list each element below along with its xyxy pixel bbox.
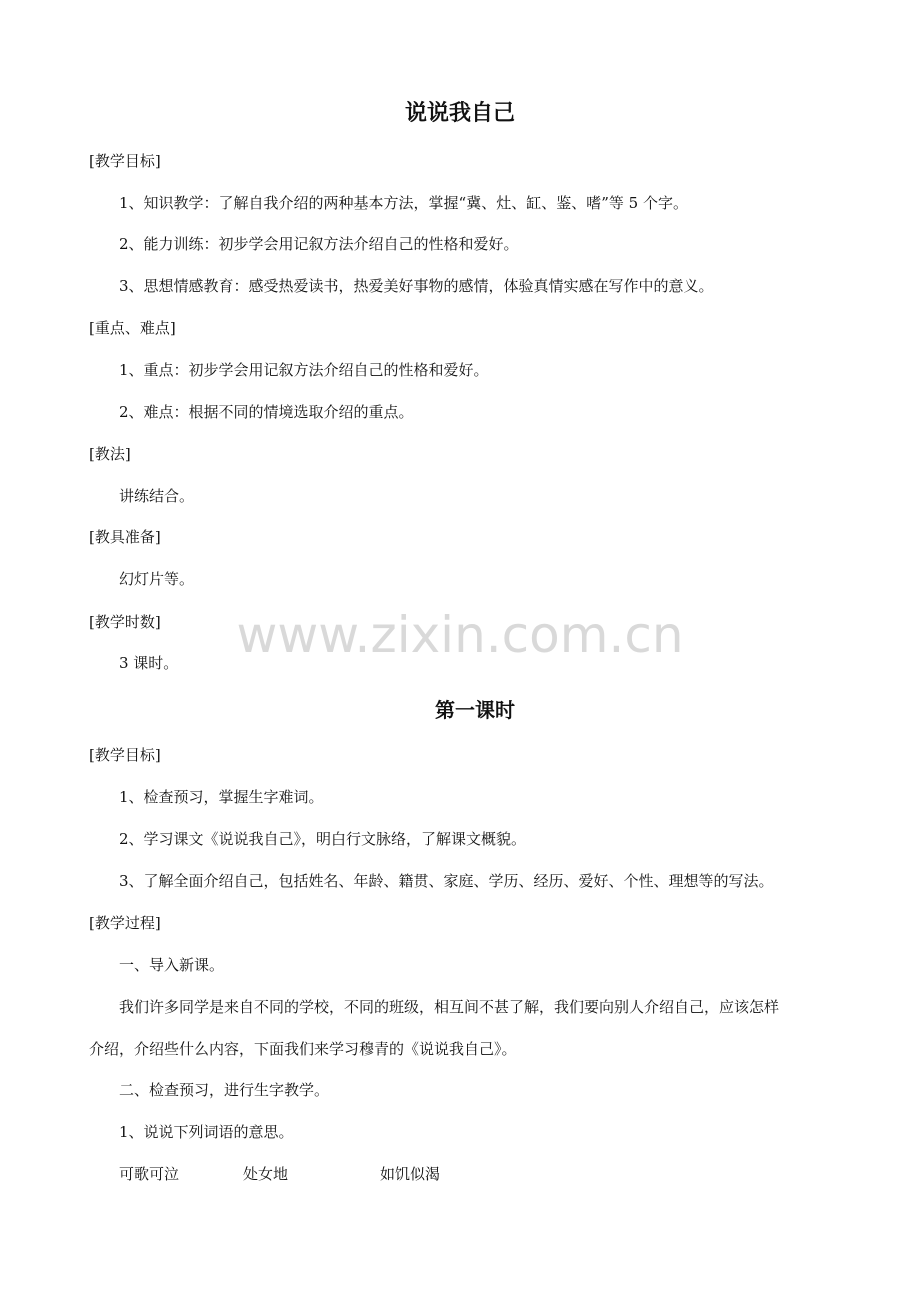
lesson-objective-item: 3、了解全面介绍自己，包括姓名、年龄、籍贯、家庭、学历、经历、爱好、个性、理想等的写法。	[119, 872, 774, 890]
lesson-objective-item: 1、检查预习，掌握生字难词。	[119, 788, 324, 806]
hours-text: 3 课时。	[119, 654, 179, 672]
objective-item: 2、能力训练：初步学会用记叙方法介绍自己的性格和爱好。	[119, 235, 519, 253]
section-heading-process: [教学过程]	[89, 914, 161, 932]
materials-text: 幻灯片等。	[119, 570, 195, 588]
vocab-word: 可歌可泣	[119, 1165, 180, 1183]
section-heading-materials: [教具准备]	[89, 528, 161, 546]
vocab-word: 处女地	[243, 1165, 289, 1183]
section-heading-lesson-objectives: [教学目标]	[89, 746, 161, 764]
paragraph-line: 我们许多同学是来自不同的学校，不同的班级，相互间不甚了解，我们要向别人介绍自己，应该怎样	[119, 998, 780, 1016]
method-text: 讲练结合。	[119, 487, 195, 505]
process-substep: 1、说说下列词语的意思。	[119, 1123, 294, 1141]
lesson-title: 第一课时	[435, 698, 515, 722]
section-heading-hours: [教学时数]	[89, 613, 161, 631]
lesson-objective-item: 2、学习课文《说说我自己》，明白行文脉络，了解课文概貌。	[119, 830, 527, 848]
section-heading-objectives: [教学目标]	[89, 152, 161, 170]
section-heading-method: [教法]	[89, 445, 131, 463]
objective-item: 3、思想情感教育：感受热爱读书，热爱美好事物的感情，体验真情实感在写作中的意义。	[119, 277, 714, 295]
process-step: 二、检查预习，进行生字教学。	[119, 1081, 330, 1099]
section-heading-key-points: [重点、难点]	[89, 319, 176, 337]
document-title: 说说我自己	[404, 101, 515, 126]
objective-item: 1、知识教学：了解自我介绍的两种基本方法，掌握“冀、灶、缸、鉴、嗜”等 5 个字。	[119, 194, 688, 212]
key-point-item: 2、难点：根据不同的情境选取介绍的重点。	[119, 403, 414, 421]
paragraph-line: 介绍，介绍些什么内容，下面我们来学习穆青的《说说我自己》。	[89, 1040, 517, 1058]
watermark: www.zixin.com.cn	[236, 606, 684, 664]
key-point-item: 1、重点：初步学会用记叙方法介绍自己的性格和爱好。	[119, 361, 489, 379]
process-step: 一、导入新课。	[119, 956, 225, 974]
vocab-word: 如饥似渴	[380, 1165, 441, 1183]
